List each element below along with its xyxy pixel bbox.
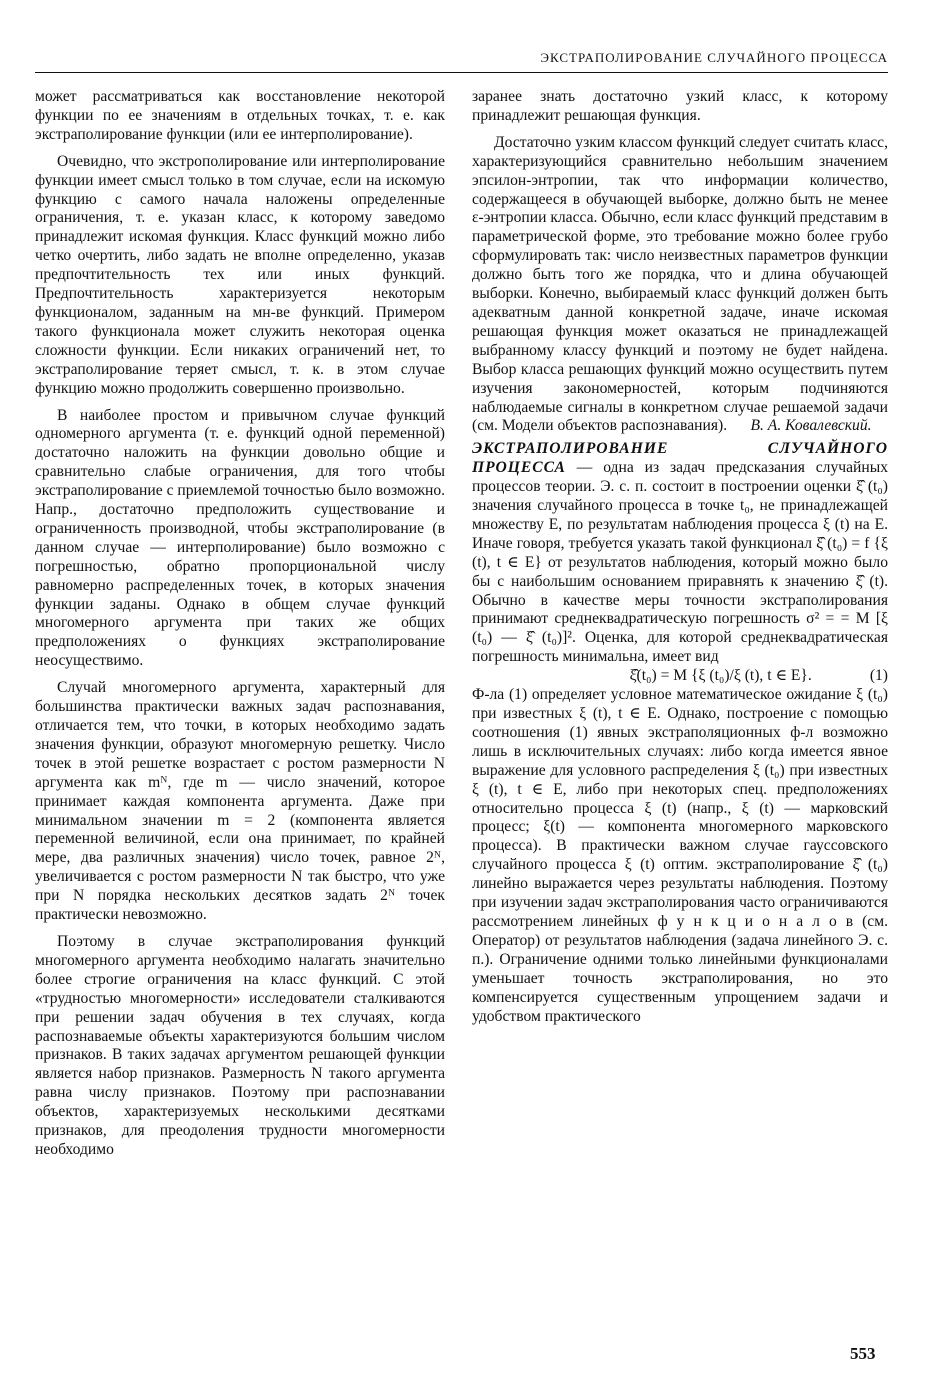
formula-number: (1) <box>869 667 888 685</box>
left-paragraph-2: Очевидно, что экстрополирование или интерполирование функции имеет смысл только в том случае, если на искомую функцию с самого начала наложены определенные ограничения, т. е. указан класс, к которому заведомо принадлежит искомая функция. Класс функций можно либо четко очертить, либо задать не вполне определенно, указав предпочтительность тех или иных функций. Предпочтительность характеризуется некоторым функционалом, заданным на мн-ве функций. Примером такого функционала может служить некоторая оценка сложности функции. Если никаких ограничений нет, то экстраполирование теряет смысл, т. к. в этом случае функцию можно продолжить совершенно произвольно. <box>35 152 445 397</box>
formula-1 <box>472 667 888 686</box>
right-paragraph-2 <box>472 134 888 437</box>
entry-body: — одна из задач предсказания случайных процессов теории. Э. с. п. состоит в построении оценки ξ̂ (t₀) значения случайного процесса в точке t₀, не принадлежащей множеству E, по результатам наблюдения процесса ξ (t) на E. Иначе говоря, требуется указать такой функционал ξ̂ (t₀) = f {ξ (t), t ∈ E} от результатов наблюдения, который можно было бы с наибольшим основанием приравнять к значению ξ̂ (t). Обычно в качестве меры точности экстраполирования принимают среднеквадратическую погрешность σ² = = M [ξ (t₀) — ξ̂ (t₀)]². Оценка, для которой среднеквадратическая погрешность минимальна, имеет вид <box>472 459 888 666</box>
author-signature: В. А. Ковалевский. <box>750 417 872 435</box>
header-rule <box>35 72 888 73</box>
right-paragraph-3: Ф-ла (1) определяет условное математическое ожидание ξ (t₀) при известных ξ (t), t ∈ E. Однако, построение с помощью соотношения (1) явных экстраполяционных ф-л возможно лишь в исключительных случаях: либо когда имеется явное выражение для условного распределения ξ (t₀) при известных ξ (t), t ∈ E, либо при некоторых спец. предположениях относительно процесса ξ (t) (напр., ξ (t) — марковский процесс; ξ(t) — компонента многомерного марковского процесса). В практически важном случае гауссовского случайного процесса ξ (t) оптим. экстраполирование ξ̂ (t₀) линейно выражается через результаты наблюдения. Поэтому при изучении задач экстраполирования часто ограничиваются рассмотрением линейных ф у н к ц и о н а л о в (см. Оператор) от результатов наблюдения (задача линейного Э. с. п.). Ограничение одними только линейными функционалами уменьшает точность экстраполирования, но это компенсируется существенным упрощением задачи и удобством практического <box>472 686 888 1025</box>
right-paragraph-1: заранее знать достаточно узкий класс, к которому принадлежит решающая функция. <box>472 88 888 124</box>
left-paragraph-5: Поэтому в случае экстраполирования функций многомерного аргумента необходимо налагать значительно более строгие ограничения на класс функций. С этой «трудностью многомерности» исследователи сталкиваются при решении задач обучения в тех случаях, когда распознаваемые объекты характеризуются большим числом признаков. В таких задачах аргументом решающей функции является набор признаков. Размерность N такого аргумента равна числу признаков. Поэтому при распознавании объектов, характеризуемых несколькими десятками признаков, для преодоления трудности многомерности необходимо <box>35 932 445 1158</box>
formula-expression: ξ̂(t₀) = M {ξ (t₀)/ξ (t), t ∈ E}. <box>629 667 812 685</box>
left-paragraph-3: В наиболее простом и привычном случае функций одномерного аргумента (т. е. функций одной переменной) достаточно наложить на функции довольно общие и сравнительно слабые ограничения, для того чтобы экстраполирование с приемлемой точностью было возможно. Напр., достаточно предположить существование и ограниченность производной, чтобы экстраполирование (в данном случае — интерполирование) было возможно с погрешностью, обратно пропорциональной числу равномерно распределенных точек, в которых значения функции заданы. Однако в общем случае функций многомерного аргумента при таких же общих предположениях о функциях экстраполирование неосуществимо. <box>35 406 446 670</box>
left-paragraph-4: Случай многомерного аргумента, характерный для большинства практически важных задач распознавания, отличается тем, что точки, в которых необходимо задать значения функции, образуют многомерную решетку. Число точек в этой решетке возрастает с ростом размерности N аргумента как mᴺ, где m — число значений, которое принимает каждая компонента аргумента. Даже при минимальном значении m = 2 (компонента является переменной величиной, если она принимает, по крайней мере, два различных значения) число точек, равное 2ᴺ, увеличивается с ростом размерности N так быстро, что уже при N порядка нескольких десятков задать 2ᴺ точек практически невозможно. <box>35 679 445 924</box>
left-paragraph-1: может рассматриваться как восстановление некоторой функции по ее значениям в отдельных точках, т. е. как экстраполирование функции (или ее интерполирование). <box>35 88 445 143</box>
running-head-title: ЭКСТРАПОЛИРОВАНИЕ СЛУЧАЙНОГО ПРОЦЕССА <box>540 50 888 65</box>
entry-title: ЭКСТРАПОЛИРОВАНИЕ СЛУЧАЙНОГО ПРОЦЕССА <box>472 440 888 477</box>
right-paragraph-2-text: Достаточно узким классом функций следует считать класс, характеризующийся сравнительно небольшим значением эпсилон-энтропии, так что информации количество, содержащееся в обучающей выборке, должно быть не менее ε-энтропии класса. Обычно, если класс функций представим в параметрической форме, это требование можно более грубо сформулировать так: число неизвестных параметров функции должно быть того же порядка, что и длина обучающей выборки. Конечно, выбираемый класс функций должен быть адекватным данной конкретной задаче, иначе искомая решающая функция может оказаться не принадлежащей выбранному классу функций и поэтому не будет найдена. Выбор класса решающих функций можно осуществить путем изучения закономерностей, которым подчиняются наблюдаемые сигналы в конкретном случае решаемой задачи (см. Модели объектов распознавания). <box>472 133 888 435</box>
left-column <box>35 88 445 1160</box>
page-number: 553 <box>850 1344 876 1363</box>
entry-paragraph <box>472 440 888 667</box>
right-column <box>472 88 888 1026</box>
